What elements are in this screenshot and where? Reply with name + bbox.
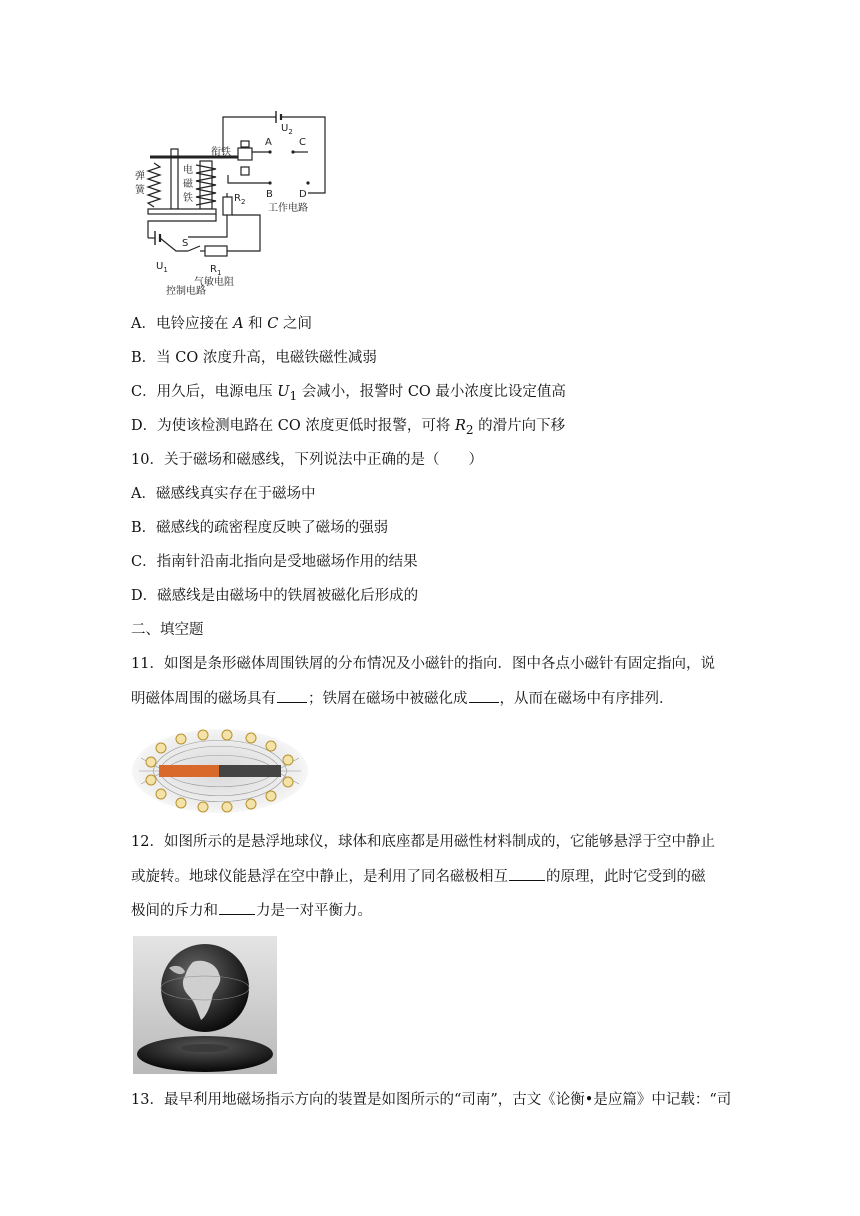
label-b: B: [266, 189, 273, 200]
q9-option-a: A．电铃应接在 A 和 C 之间: [131, 316, 313, 332]
q11-line-1: 11．如图是条形磁体周围铁屑的分布情况及小磁针的指向．图中各点小磁针有固定指向，说: [131, 656, 715, 672]
q10-option-b: B．磁感线的疏密程度反映了磁场的强弱: [131, 520, 389, 536]
magnet-north-half: [159, 765, 219, 777]
label-spring-2: 簧: [135, 185, 145, 196]
q13-line-1: 13．最早利用地磁场指示方向的装置是如图所示的“司南”，古文《论衡•是应篇》中记载：“司: [131, 1092, 732, 1108]
q10-option-a: A．磁感线真实存在于磁场中: [131, 486, 316, 502]
label-c: C: [299, 137, 306, 148]
q10-option-c: C．指南针沿南北指向是受地磁场作用的结果: [131, 554, 418, 570]
label-d: D: [299, 189, 307, 200]
q11-blank-2[interactable]: [469, 688, 499, 703]
label-r1: $R_1$: [210, 264, 222, 277]
magnet-south-half: [219, 765, 281, 777]
q10-option-d: D．磁感线是由磁场中的铁屑被磁化后形成的: [131, 588, 419, 604]
label-u1: $U_1$: [156, 261, 168, 274]
label-spring-1: 弹: [135, 171, 145, 182]
label-em-3: 铁: [183, 193, 193, 204]
label-u2: $U_2$: [281, 123, 293, 136]
label-em-2: 磁: [183, 179, 193, 190]
q9-option-c: C．用久后，电源电压 $U_1$ 会减小，报警时 CO 最小浓度比设定值高: [131, 384, 566, 403]
q12-line-2: 或旋转。地球仪能悬浮在空中静止，是利用了同名磁极相互 的原理，此时它受到的磁: [131, 866, 706, 887]
label-gas-resistor: 气敏电阻: [194, 277, 234, 288]
q12-line-1: 12．如图所示的是悬浮地球仪，球体和底座都是用磁性材料制成的，它能够悬浮于空中静止: [131, 834, 715, 850]
label-a: A: [265, 137, 272, 148]
q9-option-d: D．为使该检测电路在 CO 浓度更低时报警，可将 $R_2$ 的滑片向下移: [131, 418, 566, 437]
label-r2: $R_2$: [234, 193, 246, 206]
section-title: 二、填空题: [131, 622, 204, 638]
label-em-1: 电: [183, 165, 193, 176]
q12-blank-1[interactable]: [509, 866, 545, 881]
q12-line-3: 极间的斥力和 力是一对平衡力。: [131, 900, 372, 921]
label-switch-s: S: [182, 238, 189, 249]
q12-blank-2[interactable]: [219, 900, 255, 915]
label-work-circuit: 工作电路: [268, 203, 308, 214]
q10-stem: 10．关于磁场和磁感线，下列说法中正确的是（ ）: [131, 452, 483, 468]
bar-magnet-filings-image: [131, 728, 309, 814]
q9-option-b: B．当 CO 浓度升高，电磁铁磁性减弱: [131, 350, 377, 366]
q11-blank-1[interactable]: [277, 688, 307, 703]
label-control-circuit: 控制电路: [166, 286, 206, 297]
label-armature: 衔铁: [211, 147, 231, 158]
levitating-globe-image: [133, 936, 277, 1074]
circuit-diagram: [130, 105, 360, 300]
q11-line-2: 明磁体周围的磁场具有 ；铁屑在磁场中被磁化成 ，从而在磁场中有序排列．: [131, 688, 674, 709]
